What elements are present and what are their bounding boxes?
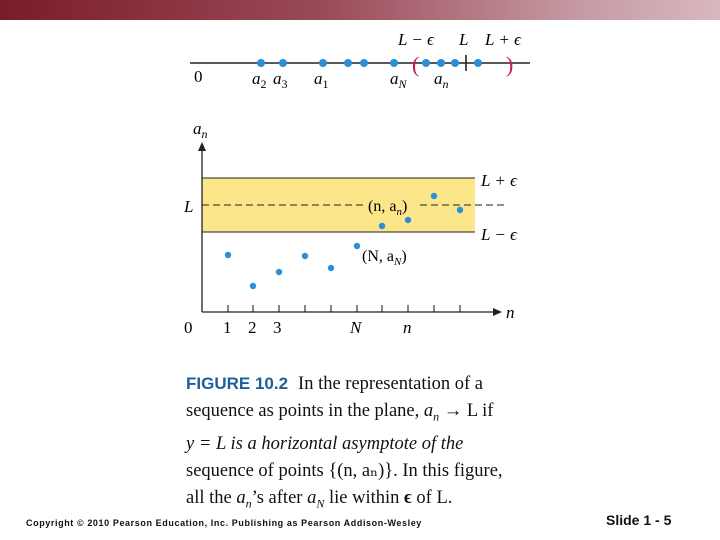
label-L: L	[459, 30, 469, 49]
point-label-n: (n, $a_n$)	[368, 198, 408, 218]
seq-point-5	[328, 265, 334, 271]
figure-caption	[186, 370, 546, 517]
sequence-plot	[183, 119, 518, 337]
label-a3: $a_3$	[273, 69, 288, 91]
copyright-footer: Copyright © 2010 Pearson Education, Inc. Publishing as Pearson Addison-Wesley	[26, 518, 422, 528]
plot-L-label: L	[184, 197, 194, 216]
tick-label-n: n	[403, 318, 412, 337]
x-axis-label: n	[506, 303, 515, 322]
caption-line-3: y = L is a horizontal asymptote of the	[186, 433, 464, 454]
nl-point	[422, 59, 430, 67]
label-a1: $a_1$	[314, 69, 329, 91]
seq-point-9	[431, 193, 437, 199]
label-a2: $a_2$	[252, 69, 267, 91]
label-an: $a_n$	[434, 69, 449, 91]
nl-point	[360, 59, 368, 67]
nl-point-a2	[257, 59, 265, 67]
nl-point	[474, 59, 482, 67]
plot-L-plus-eps-label: L + ϵ	[481, 171, 517, 190]
seq-point-10	[457, 207, 463, 213]
label-L-minus-eps: L − ϵ	[398, 30, 434, 49]
slide-number: Slide 1 - 5	[606, 512, 672, 528]
tick-label-0: 0	[184, 318, 193, 337]
seq-point-4	[302, 253, 308, 259]
nl-point-a1	[319, 59, 327, 67]
nl-point	[437, 59, 445, 67]
x-ticks	[228, 305, 460, 312]
seq-point-1	[225, 252, 231, 258]
tick-label-N: N	[350, 318, 362, 337]
nl-point-a3	[279, 59, 287, 67]
paren-left: (	[412, 52, 420, 77]
tick-label-2: 2	[248, 318, 257, 337]
plot-L-minus-eps-label: L − ϵ	[481, 225, 517, 244]
seq-point-3	[276, 269, 282, 275]
nl-point-an	[451, 59, 459, 67]
paren-right: )	[506, 52, 514, 77]
nl-point-aN	[390, 59, 398, 67]
figure-label: FIGURE 10.2	[186, 374, 289, 393]
caption-line-5: all the $a_n’s$ after $a_N$ lie within ϵ of L.	[186, 487, 453, 511]
seq-point-2	[250, 283, 256, 289]
x-axis-arrow	[493, 308, 502, 316]
seq-point-7	[379, 223, 385, 229]
seq-point-n	[405, 217, 411, 223]
y-axis-arrow	[198, 142, 206, 151]
caption-line-1: FIGURE 10.2 In the representation of a	[186, 374, 483, 394]
caption-line-4: sequence of points {(n, aₙ)}. In this figure,	[186, 460, 503, 481]
point-label-N: (N, $a_N$)	[362, 248, 407, 268]
tick-label-3: 3	[273, 318, 282, 337]
label-aN: $a_N$	[390, 69, 407, 91]
nl-point	[344, 59, 352, 67]
label-L-plus-eps: L + ϵ	[485, 30, 521, 49]
seq-point-N	[354, 243, 360, 249]
caption-line-2: sequence as points in the plane, $a_n \to L$ if	[186, 401, 494, 424]
tick-label-1: 1	[223, 318, 232, 337]
number-line	[190, 30, 530, 91]
number-line-zero: 0	[194, 67, 203, 86]
y-axis-label: $a_n$	[193, 119, 208, 141]
